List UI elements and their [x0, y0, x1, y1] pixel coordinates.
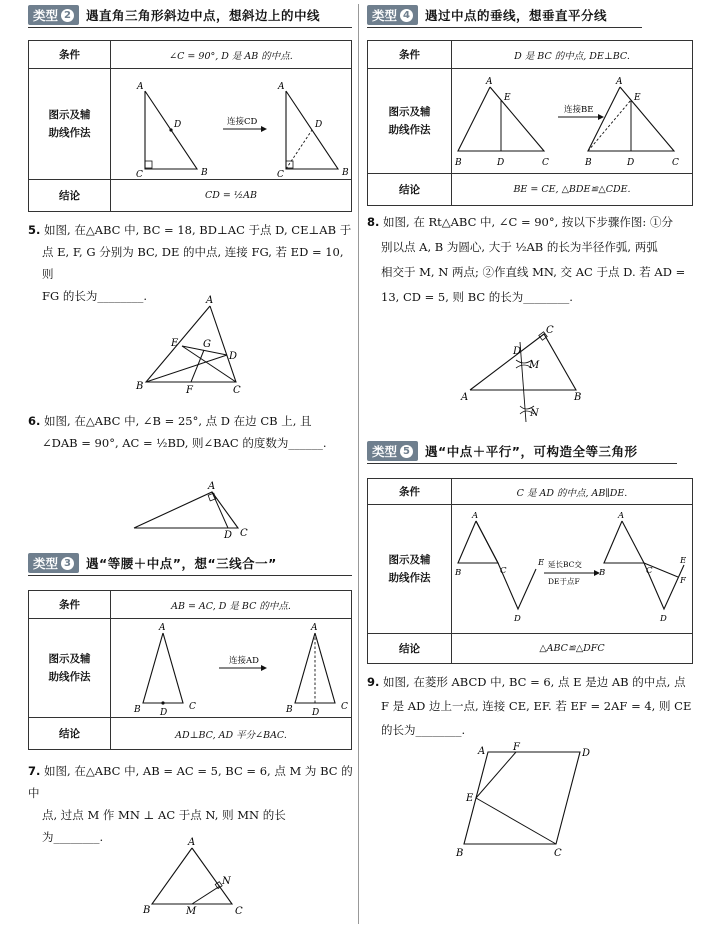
svg-text:A: A — [188, 837, 196, 848]
svg-text:C: C — [341, 702, 348, 712]
svg-text:A: A — [311, 623, 318, 633]
condition-text: C 是 AD 的中点, AB∥DE. — [452, 479, 693, 505]
svg-text:D: D — [514, 614, 521, 624]
row-label: 条件 — [368, 41, 452, 69]
svg-text:E: E — [538, 558, 545, 568]
q9-figure — [448, 738, 598, 862]
svg-text:F: F — [680, 576, 686, 586]
svg-text:G: G — [203, 339, 211, 350]
condition-text: AB = AC, D 是 BC 的中点. — [111, 591, 352, 619]
svg-text:N: N — [222, 876, 231, 887]
row-label: 图示及辅 助线作法 — [368, 505, 452, 634]
svg-text:D: D — [582, 748, 591, 759]
conclusion-text: CD = ½AB — [111, 180, 352, 212]
svg-text:D: D — [315, 120, 323, 130]
section-5-diagram — [452, 505, 692, 633]
svg-text:A: A — [616, 77, 623, 87]
svg-text:C: C — [646, 566, 653, 576]
q6-figure — [130, 478, 260, 540]
section-title: 遇“等腰＋中点”，想“三线合一” — [86, 556, 277, 571]
svg-text:A: A — [461, 392, 469, 403]
question-9: 9. 如图, 在菱形 ABCD 中, BC = 6, 点 E 是边 AB 的中点, 点 F 是 AD 边上一点, 连接 CE, EF. 若 EF = 2AF = 4, 则 CE 的长为________. — [367, 675, 692, 737]
svg-text:D: D — [627, 158, 635, 168]
conclusion-text: AD⊥BC, AD 平分∠BAC. — [111, 718, 352, 750]
svg-text:F: F — [186, 385, 193, 394]
svg-text:B: B — [574, 392, 582, 403]
svg-text:B: B — [455, 568, 462, 578]
svg-text:C: C — [542, 158, 549, 168]
svg-text:D: D — [660, 614, 667, 624]
svg-text:连接CD: 连接CD — [227, 117, 258, 127]
svg-text:连接BE: 连接BE — [564, 105, 594, 115]
svg-text:C: C — [189, 702, 196, 712]
svg-text:A: A — [208, 481, 216, 492]
svg-text:延长BC交: 延长BC交 — [548, 560, 582, 569]
svg-text:E: E — [680, 556, 687, 566]
svg-text:A: A — [618, 511, 625, 521]
type-badge: 类型 2 — [28, 5, 79, 25]
row-label: 结论 — [29, 718, 111, 750]
svg-text:C: C — [546, 325, 554, 336]
svg-text:M: M — [529, 360, 540, 371]
svg-text:B: B — [143, 905, 151, 916]
svg-text:B: B — [286, 705, 293, 715]
section-3-table — [28, 590, 352, 750]
section-2-header — [28, 4, 320, 26]
section-5-table — [367, 478, 693, 664]
q5-figure — [130, 292, 250, 394]
svg-text:B: B — [136, 381, 144, 392]
type-badge: 类型 4 — [367, 5, 418, 25]
svg-text:N: N — [530, 408, 539, 419]
svg-text:C: C — [500, 566, 507, 576]
section-title: 遇“中点＋平行”，可构造全等三角形 — [425, 444, 638, 459]
row-label: 图示及辅 助线作法 — [29, 69, 111, 180]
svg-text:C: C — [672, 158, 679, 168]
svg-text:B: B — [201, 168, 208, 178]
svg-text:A: A — [137, 82, 144, 92]
svg-text:A: A — [159, 623, 166, 633]
row-label: 条件 — [29, 41, 111, 69]
svg-text:D: D — [312, 708, 320, 717]
svg-text:D: D — [160, 708, 168, 717]
row-label: 图示及辅 助线作法 — [29, 619, 111, 718]
condition-text: D 是 BC 的中点, DE⊥BC. — [452, 41, 693, 69]
type-badge: 类型 3 — [28, 553, 79, 573]
row-label: 图示及辅 助线作法 — [368, 69, 452, 174]
svg-text:B: B — [455, 158, 462, 168]
q7-figure — [140, 834, 255, 916]
section-2-diagram — [111, 69, 351, 179]
svg-text:M: M — [186, 906, 197, 916]
svg-text:B: B — [134, 705, 141, 715]
row-label: 条件 — [29, 591, 111, 619]
section-4-table — [367, 40, 693, 206]
svg-text:C: C — [277, 170, 284, 179]
svg-text:A: A — [206, 295, 214, 306]
svg-text:A: A — [486, 77, 493, 87]
svg-text:B: B — [585, 158, 592, 168]
svg-text:B: B — [342, 168, 349, 178]
section-3-diagram — [111, 619, 351, 717]
svg-text:A: A — [472, 511, 479, 521]
question-6: 6. 如图, 在△ABC 中, ∠B = 25°, 点 D 在边 CB 上, 且 ∠DAB = 90°, AC = ½BD, 则∠BAC 的度数为______. — [28, 414, 327, 450]
svg-text:连接AD: 连接AD — [229, 656, 259, 666]
type-badge: 类型 5 — [367, 441, 418, 461]
svg-text:C: C — [136, 170, 143, 179]
column-divider — [358, 4, 359, 924]
svg-text:DE于点F: DE于点F — [548, 577, 580, 586]
svg-text:D: D — [497, 158, 505, 168]
svg-text:F: F — [513, 742, 520, 753]
section-title: 遇直角三角形斜边中点，想斜边上的中线 — [86, 8, 321, 23]
section-5-header — [367, 440, 637, 462]
svg-text:B: B — [599, 568, 606, 578]
svg-text:C: C — [240, 528, 248, 539]
section-4-diagram — [452, 69, 692, 173]
row-label: 结论 — [29, 180, 111, 212]
svg-text:D: D — [513, 346, 522, 357]
svg-text:E: E — [466, 793, 474, 804]
section-3-header — [28, 552, 277, 574]
row-label: 结论 — [368, 174, 452, 206]
conclusion-text: △ABC≌△DFC — [452, 634, 693, 664]
svg-text:C: C — [554, 848, 562, 859]
svg-text:A: A — [478, 746, 486, 757]
svg-text:C: C — [233, 385, 241, 394]
section-title: 遇过中点的垂线，想垂直平分线 — [425, 8, 608, 23]
svg-text:D: D — [229, 351, 238, 362]
row-label: 条件 — [368, 479, 452, 505]
row-label: 结论 — [368, 634, 452, 664]
svg-text:E: E — [504, 93, 511, 103]
question-7: 7. 如图, 在△ABC 中, AB = AC = 5, BC = 6, 点 M 为 BC 的中 点, 过点 M 作 MN ⊥ AC 于点 N, 则 MN 的长 为________. — [28, 764, 353, 844]
q8-figure — [458, 322, 588, 426]
conclusion-text: BE = CE, △BDE≌△CDE. — [452, 174, 693, 206]
condition-text: ∠C = 90°, D 是 AB 的中点. — [111, 41, 352, 69]
svg-text:A: A — [278, 82, 285, 92]
question-5: 5. 如图, 在△ABC 中, BC = 18, BD⊥AC 于点 D, CE⊥AB 于 点 E, F, G 分别为 BC, DE 的中点, 连接 FG, 若 ED = 10, 则 FG 的长为________. — [28, 223, 352, 303]
question-8: 8. 如图, 在 Rt△ABC 中, ∠C = 90°, 按以下步骤作图: ①分 别以点 A, B 为圆心, 大于 ½AB 的长为半径作弧, 两弧 相交于 M, N 两点; ②作直线 MN, 交 AC 于点 D. 若 AD = 13, CD = 5, 则 BC 的长为________. — [367, 215, 686, 304]
section-2-table — [28, 40, 352, 212]
section-4-header — [367, 4, 607, 26]
svg-text:D: D — [224, 530, 233, 540]
svg-text:B: B — [456, 848, 464, 859]
svg-text:C: C — [235, 906, 243, 916]
svg-text:E: E — [171, 338, 179, 349]
svg-text:E: E — [634, 93, 641, 103]
svg-text:D: D — [174, 120, 182, 130]
